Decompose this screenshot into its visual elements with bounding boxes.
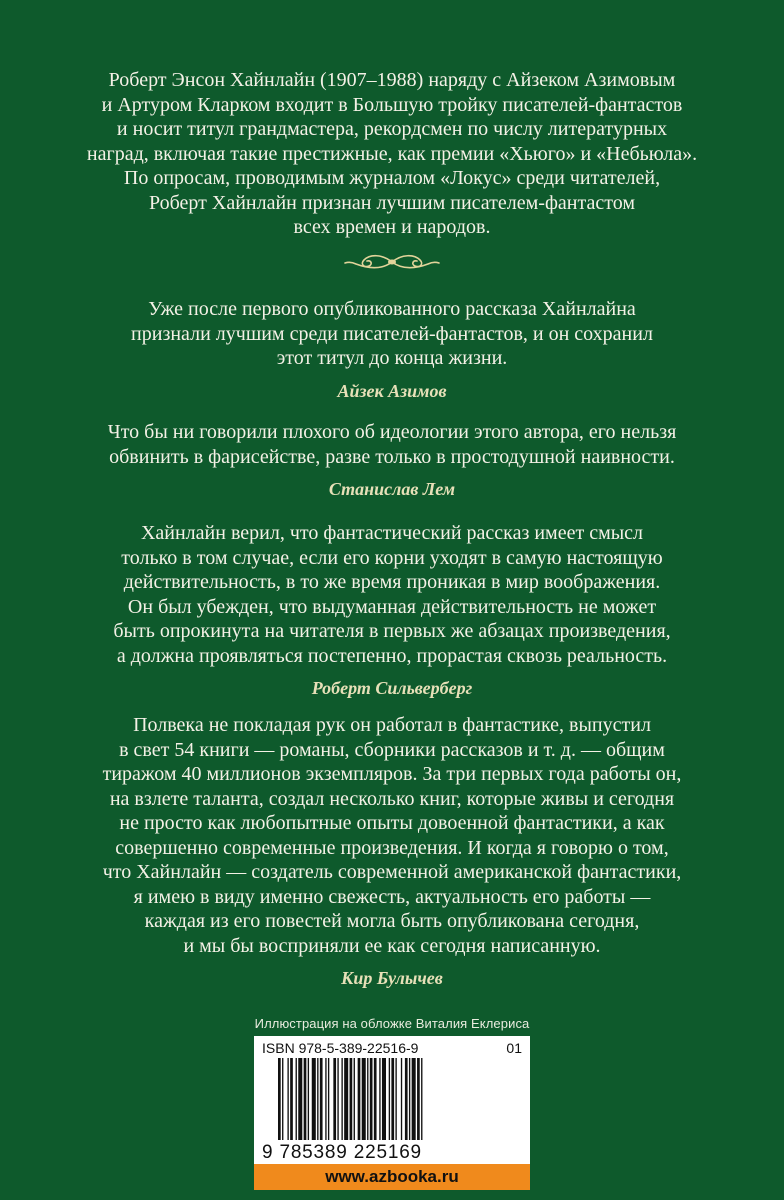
barcode-bar xyxy=(308,1058,309,1140)
quote-line: только в том случае, если его корни уходят в самую настоящую xyxy=(121,546,663,569)
barcode-bar xyxy=(379,1058,380,1140)
quote-bulychev xyxy=(60,713,724,989)
quote-line: совершенно современные произведения. И когда я говорю о том, xyxy=(115,836,669,859)
barcode-bar xyxy=(395,1058,396,1140)
website-link[interactable]: www.azbooka.ru xyxy=(254,1164,530,1190)
quote-line: быть опрокинута на читателя в первых же абзацах произведения, xyxy=(113,620,671,642)
barcode-bar xyxy=(412,1058,416,1140)
quote-line: этот титул до конца жизни. xyxy=(276,347,508,369)
barcode-bars xyxy=(278,1058,514,1140)
quote-line: каждая из его повестей могла быть опубликована сегодня, xyxy=(144,910,640,932)
quote-text xyxy=(60,713,724,958)
barcode-bar xyxy=(417,1058,420,1140)
barcode-bar xyxy=(401,1058,402,1140)
quote-line: я имею в виду именно свежесть, актуальность его работы — xyxy=(133,885,651,908)
intro-block xyxy=(60,68,724,240)
isbn-line xyxy=(262,1040,522,1056)
quote-silverberg xyxy=(60,521,724,699)
barcode-bar xyxy=(350,1058,353,1140)
barcode-bar xyxy=(362,1058,366,1140)
barcode-bar xyxy=(354,1058,355,1140)
quote-author: Айзек Азимов xyxy=(337,380,447,401)
barcode-bar xyxy=(367,1058,368,1140)
isbn-addon: 01 xyxy=(506,1040,522,1056)
quote-line: Хайнлайн верил, что фантастический рассказ имеет смысл xyxy=(140,522,644,544)
intro-line: Роберт Хайнлайн признан лучшим писателем-фантастом xyxy=(149,191,635,214)
intro-paragraph xyxy=(60,68,724,240)
barcode-bar xyxy=(421,1058,422,1140)
barcode-bar xyxy=(304,1058,307,1140)
barcode-bar xyxy=(391,1058,394,1140)
barcode-bar xyxy=(358,1058,361,1140)
barcode-bar xyxy=(312,1058,316,1140)
quote-line: обвинить в фарисействе, разве только в простодушной наивности. xyxy=(109,445,675,468)
barcode-bar xyxy=(296,1058,297,1140)
barcode-bar xyxy=(287,1058,288,1140)
barcode-bar xyxy=(382,1058,386,1140)
barcode-bar xyxy=(374,1058,377,1140)
scroll-flourish-icon xyxy=(342,250,442,274)
quote-asimov xyxy=(60,297,724,402)
quote-line: Что бы ни говорили плохого об идеологии этого автора, его нельзя xyxy=(107,421,677,443)
barcode xyxy=(254,1036,530,1164)
quote-line: не просто как любопытные опыты довоенной фантастики, а как xyxy=(119,812,665,834)
barcode-bar xyxy=(282,1058,283,1140)
quote-line: что Хайнлайн — создатель современной американской фантастики, xyxy=(102,861,682,883)
intro-line: По опросам, проводимым журналом «Локус» среди читателей, xyxy=(123,167,661,189)
barcode-bar xyxy=(290,1058,293,1140)
quote-author: Станислав Лем xyxy=(328,479,456,499)
barcode-bar xyxy=(333,1058,336,1140)
barcode-bar xyxy=(341,1058,342,1140)
barcode-bar xyxy=(328,1058,329,1140)
intro-line: наград, включая такие престижные, как премии «Хьюго» и «Небьюла». xyxy=(86,142,698,165)
quote-line: в свет 54 книги — романы, сборники рассказов и т. д. — общим xyxy=(119,738,665,761)
quote-line: действительность, в то же время проникая в мир воображения. xyxy=(123,571,661,593)
quote-line: признали лучшим среди писателей-фантастов, и он сохранил xyxy=(131,322,653,345)
barcode-bar xyxy=(389,1058,390,1140)
quote-line: Уже после первого опубликованного рассказа Хайнлайна xyxy=(148,298,636,320)
quote-line: а должна проявляться постепенно, прорастая сквозь реальность. xyxy=(116,644,668,667)
barcode-bar xyxy=(337,1058,338,1140)
intro-line: и Артуром Кларком входит в Большую тройку писателей-фантастов xyxy=(101,93,683,116)
illustration-credit: Иллюстрация на обложке Виталия Еклериса xyxy=(254,1016,530,1031)
quote-line: тиражом 40 миллионов экземпляров. За три первых года работы он, xyxy=(102,763,682,785)
barcode-bar xyxy=(344,1058,348,1140)
quote-author: Кир Булычев xyxy=(341,968,443,988)
quote-line: на взлете таланта, создал несколько книг, которые живы и сегодня xyxy=(109,787,675,810)
quote-line: Полвека не покладая рук он работал в фантастике, выпустил xyxy=(133,714,651,736)
quote-text xyxy=(60,521,724,668)
barcode-bar xyxy=(409,1058,410,1140)
isbn-number: ISBN 978-5-389-22516-9 xyxy=(262,1040,419,1056)
intro-line: всех времен и народов. xyxy=(293,216,491,238)
barcode-bar xyxy=(405,1058,408,1140)
intro-line: Роберт Энсон Хайнлайн (1907–1988) наряду с Айзеком Азимовым xyxy=(108,69,676,91)
barcode-bar xyxy=(370,1058,373,1140)
barcode-bar xyxy=(325,1058,326,1140)
quote-text xyxy=(60,420,724,469)
quote-line: и мы бы восприняли ее как сегодня написанную. xyxy=(183,934,601,957)
quote-line: Он был убежден, что выдуманная действительность не может xyxy=(127,595,657,618)
quote-lem xyxy=(60,420,724,500)
barcode-bar xyxy=(298,1058,302,1140)
barcode-bar xyxy=(278,1058,281,1140)
intro-line: и носит титул грандмастера, рекордсмен по числу литературных xyxy=(116,118,668,140)
barcode-bar xyxy=(320,1058,323,1140)
barcode-digits: 9 785389 225169 xyxy=(262,1142,422,1163)
quote-text xyxy=(60,297,724,371)
barcode-bar xyxy=(317,1058,318,1140)
quote-author: Роберт Сильверберг xyxy=(311,678,473,698)
